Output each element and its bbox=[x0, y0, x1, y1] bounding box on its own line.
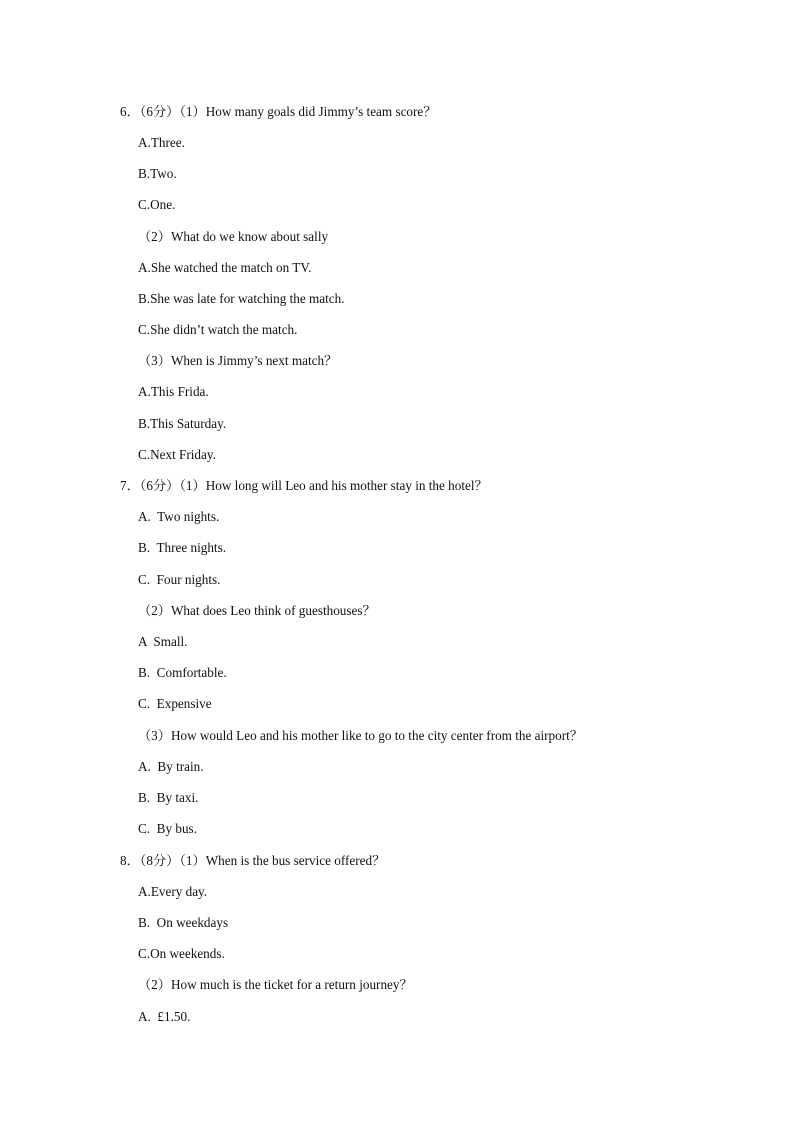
question-8-header bbox=[120, 853, 385, 869]
question-points: （6分） bbox=[139, 104, 180, 119]
option-text: B. By taxi. bbox=[138, 790, 199, 805]
option-text: A.She watched the match on TV. bbox=[138, 260, 312, 275]
option-text: A. £1.50. bbox=[138, 1009, 191, 1024]
option-text: C.One. bbox=[138, 197, 176, 212]
question-number: 6． bbox=[120, 104, 140, 119]
question-prompt: （2）What do we know about sally bbox=[138, 229, 329, 244]
option-text: B.She was late for watching the match. bbox=[138, 291, 345, 306]
option-text: B.This Saturday. bbox=[138, 416, 227, 431]
question-prompt: （3）How would Leo and his mother like to go to the city center from the airport？ bbox=[138, 728, 583, 743]
option-text: B.Two. bbox=[138, 166, 177, 181]
option-text: C. Expensive bbox=[138, 696, 212, 711]
option-text: A.This Frida. bbox=[138, 384, 209, 399]
option-text: A Small. bbox=[138, 634, 188, 649]
option-text: C. Four nights. bbox=[138, 572, 221, 587]
question-number: 7． bbox=[120, 478, 140, 493]
option-text: C.Next Friday. bbox=[138, 447, 216, 462]
question-points: （6分） bbox=[139, 478, 180, 493]
question-points: （8分） bbox=[139, 853, 180, 868]
question-prompt: （2）How much is the ticket for a return journey？ bbox=[138, 977, 413, 992]
question-prompt: （3）When is Jimmy’s next match？ bbox=[138, 353, 338, 368]
option-text: C.On weekends. bbox=[138, 946, 225, 961]
question-prompt: （1）How long will Leo and his mother stay in the hotel？ bbox=[179, 478, 488, 493]
question-number: 8． bbox=[120, 853, 140, 868]
option-text: B. On weekdays bbox=[138, 915, 229, 930]
option-text: A.Every day. bbox=[138, 884, 208, 899]
option-text: C. By bus. bbox=[138, 821, 197, 836]
question-prompt: （1）When is the bus service offered？ bbox=[179, 853, 386, 868]
option-text: A. Two nights. bbox=[138, 509, 220, 524]
question-prompt: （2）What does Leo think of guesthouses？ bbox=[138, 603, 376, 618]
question-prompt: （1）How many goals did Jimmy’s team score？ bbox=[179, 104, 437, 119]
option-text: B. Three nights. bbox=[138, 540, 227, 555]
option-text: A.Three. bbox=[138, 135, 185, 150]
option-text: A. By train. bbox=[138, 759, 204, 774]
option-text: B. Comfortable. bbox=[138, 665, 227, 680]
option-text: C.She didn’t watch the match. bbox=[138, 322, 298, 337]
question-6-header bbox=[120, 104, 436, 120]
question-7-header bbox=[120, 478, 488, 494]
